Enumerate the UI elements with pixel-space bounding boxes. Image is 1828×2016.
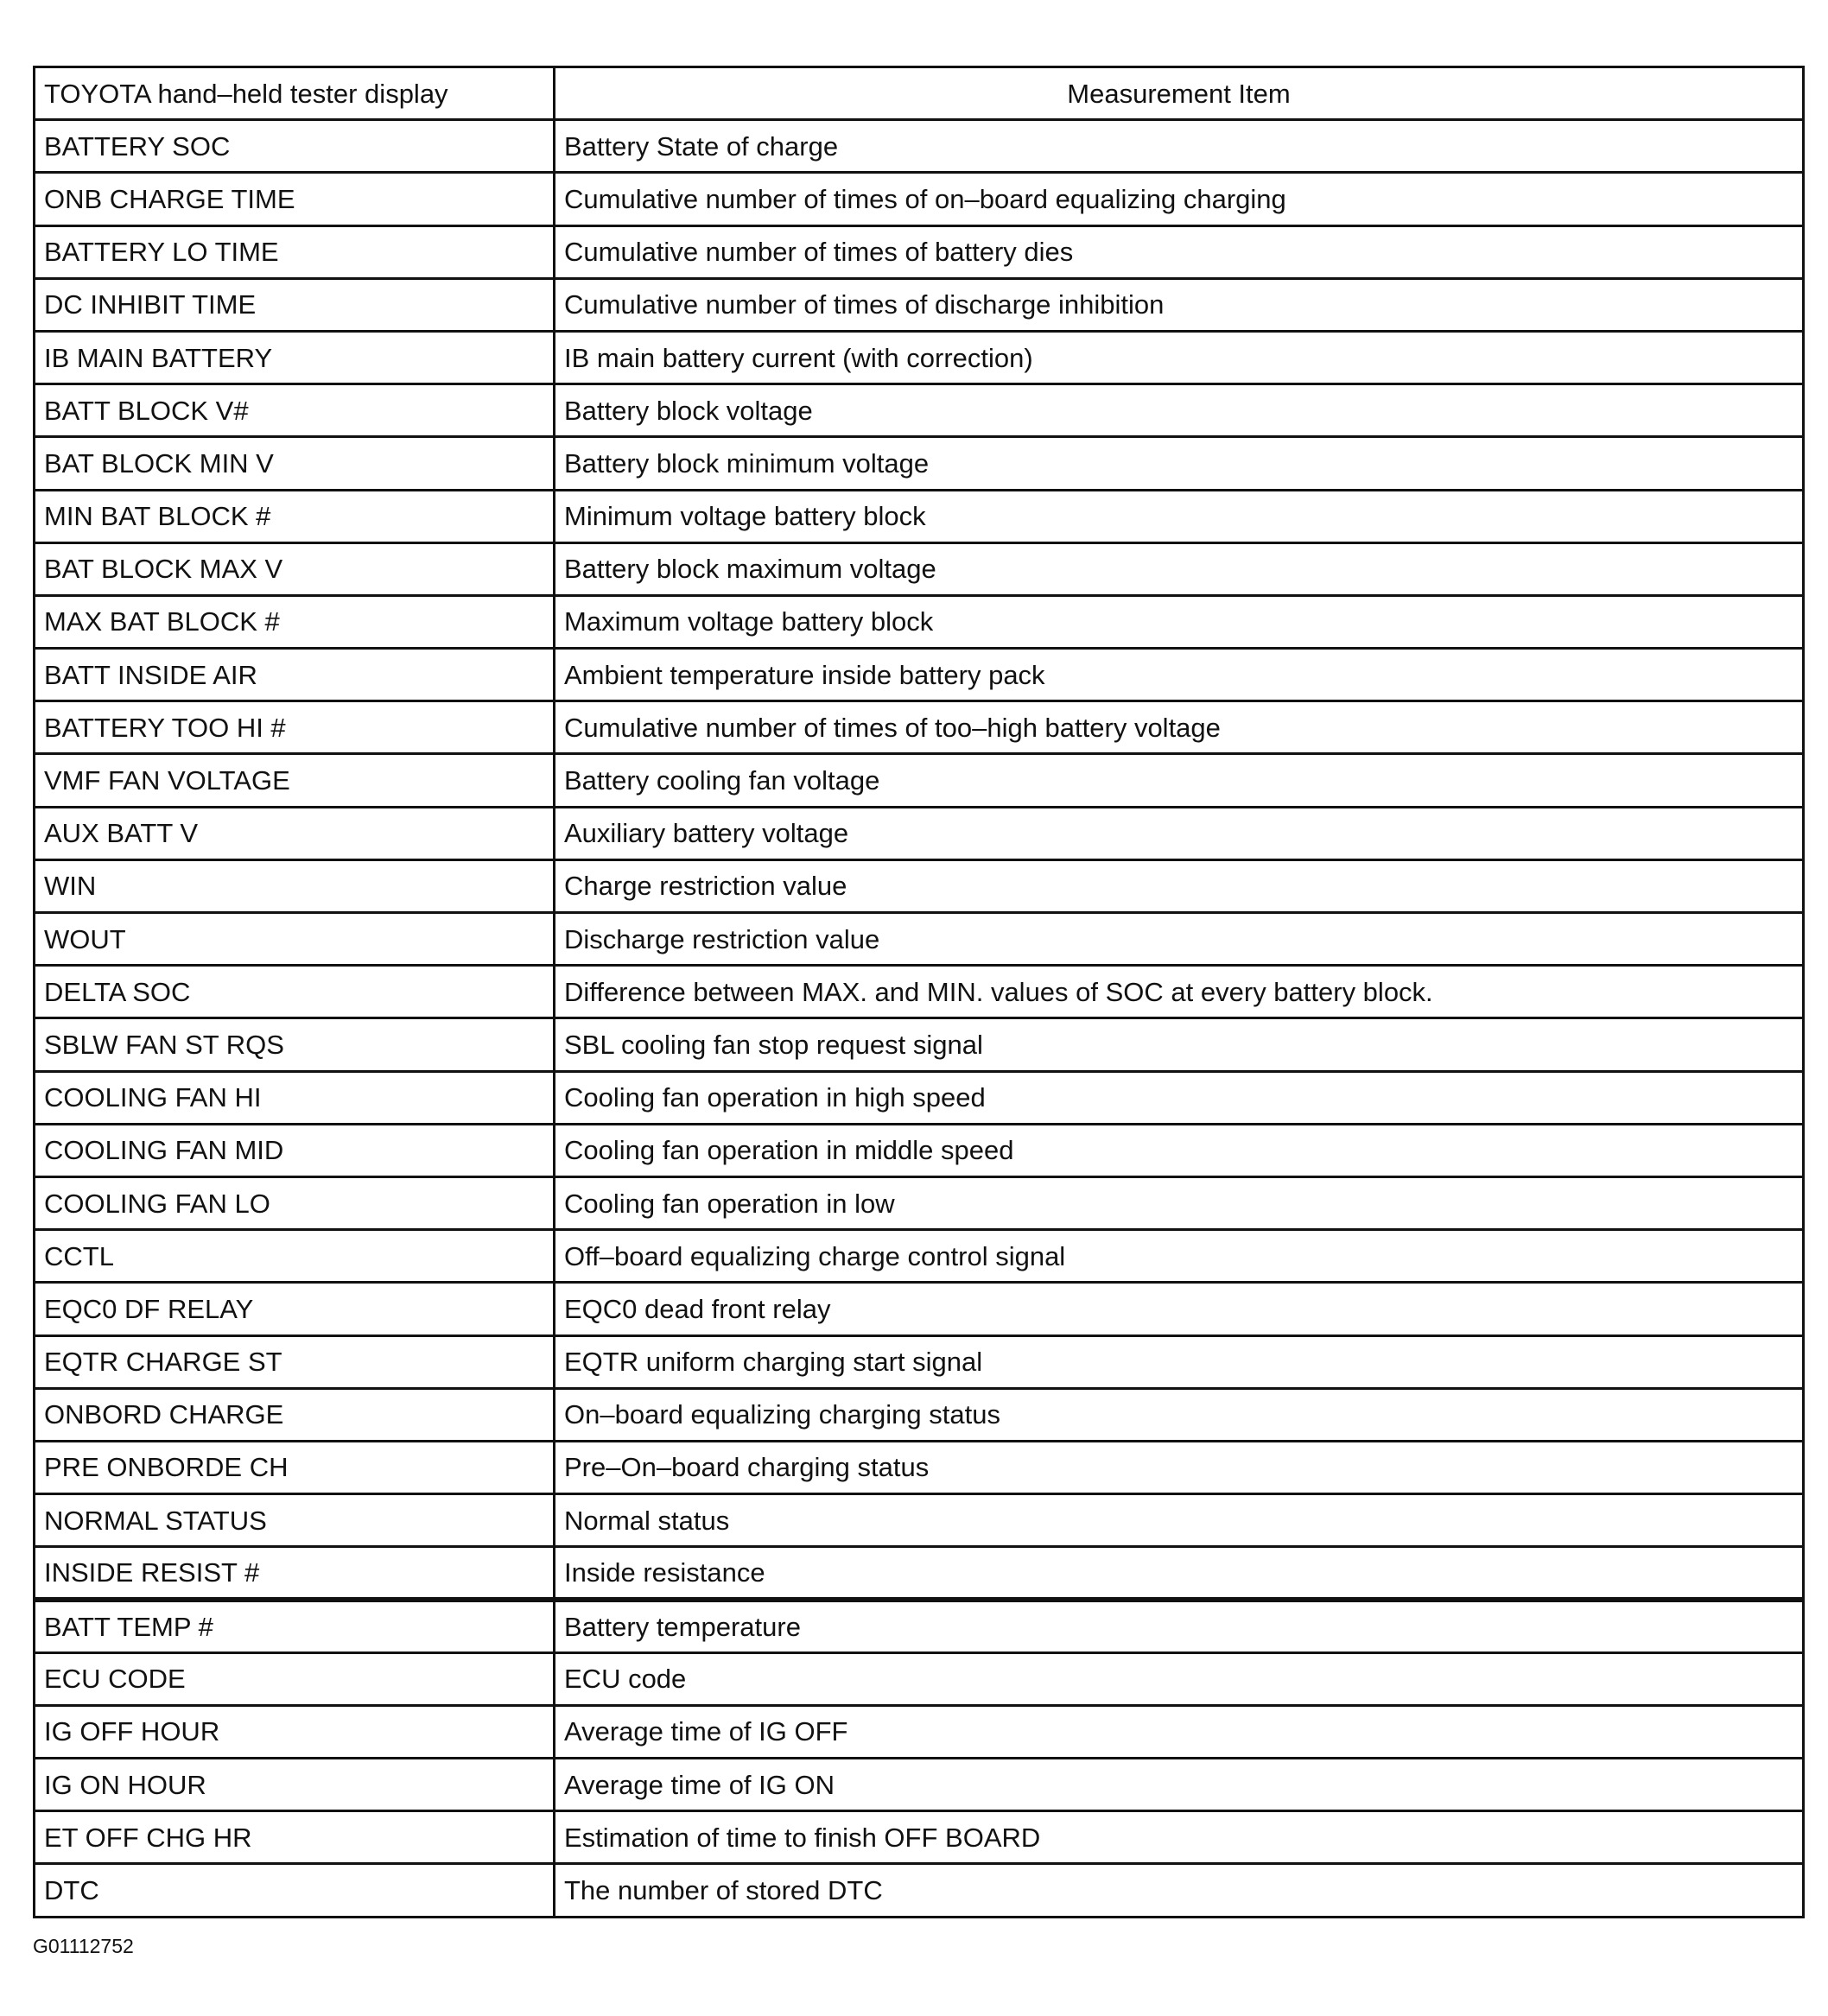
item-cell: Pre–On–board charging status <box>555 1441 1804 1493</box>
table-row <box>35 1230 1804 1283</box>
item-cell: EQC0 dead front relay <box>555 1283 1804 1335</box>
table-row <box>35 331 1804 384</box>
table-row <box>35 225 1804 278</box>
item-cell: Discharge restriction value <box>555 913 1804 966</box>
table-row <box>35 384 1804 437</box>
display-cell: INSIDE RESIST # <box>35 1547 555 1600</box>
item-cell: Minimum voltage battery block <box>555 490 1804 542</box>
item-cell: On–board equalizing charging status <box>555 1388 1804 1441</box>
table-header-row <box>35 67 1804 120</box>
display-cell: SBLW FAN ST RQS <box>35 1018 555 1071</box>
table-row <box>35 1864 1804 1917</box>
table-row <box>35 649 1804 701</box>
table-row <box>35 1652 1804 1705</box>
table-row <box>35 1071 1804 1124</box>
display-cell: WOUT <box>35 913 555 966</box>
table-body <box>35 120 1804 1917</box>
display-cell: ET OFF CHG HR <box>35 1811 555 1864</box>
display-cell: ONB CHARGE TIME <box>35 173 555 225</box>
table-row <box>35 595 1804 648</box>
display-cell: VMF FAN VOLTAGE <box>35 754 555 807</box>
item-cell: EQTR uniform charging start signal <box>555 1335 1804 1388</box>
display-cell: BATT INSIDE AIR <box>35 649 555 701</box>
table-row <box>35 1705 1804 1758</box>
display-cell: BATTERY TOO HI # <box>35 701 555 754</box>
table-row <box>35 966 1804 1018</box>
table-row <box>35 754 1804 807</box>
item-cell: Cooling fan operation in high speed <box>555 1071 1804 1124</box>
display-cell: BATT BLOCK V# <box>35 384 555 437</box>
table-row <box>35 173 1804 225</box>
display-cell: IB MAIN BATTERY <box>35 331 555 384</box>
display-cell: CCTL <box>35 1230 555 1283</box>
display-cell: BAT BLOCK MIN V <box>35 437 555 490</box>
item-cell: Cumulative number of times of discharge inhibition <box>555 278 1804 331</box>
display-cell: WIN <box>35 859 555 912</box>
display-cell: NORMAL STATUS <box>35 1494 555 1547</box>
header-item-cell: Measurement Item <box>555 67 1804 120</box>
item-cell: Cooling fan operation in low <box>555 1176 1804 1229</box>
table-row <box>35 1494 1804 1547</box>
measurement-table <box>33 66 1805 1918</box>
display-cell: COOLING FAN HI <box>35 1071 555 1124</box>
display-cell: EQTR CHARGE ST <box>35 1335 555 1388</box>
display-cell: EQC0 DF RELAY <box>35 1283 555 1335</box>
display-cell: DC INHIBIT TIME <box>35 278 555 331</box>
table-row <box>35 1600 1804 1652</box>
item-cell: The number of stored DTC <box>555 1864 1804 1917</box>
item-cell: Ambient temperature inside battery pack <box>555 649 1804 701</box>
display-cell: DELTA SOC <box>35 966 555 1018</box>
table-row <box>35 278 1804 331</box>
item-cell: IB main battery current (with correction) <box>555 331 1804 384</box>
table-row <box>35 807 1804 859</box>
display-cell: BATT TEMP # <box>35 1600 555 1652</box>
item-cell: Normal status <box>555 1494 1804 1547</box>
display-cell: COOLING FAN LO <box>35 1176 555 1229</box>
table-row <box>35 1811 1804 1864</box>
display-cell: ECU CODE <box>35 1652 555 1705</box>
item-cell: Battery temperature <box>555 1600 1804 1652</box>
item-cell: Auxiliary battery voltage <box>555 807 1804 859</box>
table-row <box>35 437 1804 490</box>
item-cell: SBL cooling fan stop request signal <box>555 1018 1804 1071</box>
figure-id: G01112752 <box>33 1935 134 1957</box>
item-cell: Cumulative number of times of battery dies <box>555 225 1804 278</box>
table-row <box>35 1441 1804 1493</box>
table-row <box>35 1335 1804 1388</box>
table-row <box>35 542 1804 595</box>
display-cell: PRE ONBORDE CH <box>35 1441 555 1493</box>
item-cell: Cumulative number of times of too–high battery voltage <box>555 701 1804 754</box>
display-cell: MIN BAT BLOCK # <box>35 490 555 542</box>
item-cell: Average time of IG ON <box>555 1759 1804 1811</box>
table-row <box>35 120 1804 173</box>
table-row <box>35 490 1804 542</box>
table-row <box>35 1759 1804 1811</box>
display-cell: BATTERY LO TIME <box>35 225 555 278</box>
table-row <box>35 1124 1804 1176</box>
item-cell: Cooling fan operation in middle speed <box>555 1124 1804 1176</box>
item-cell: Battery block voltage <box>555 384 1804 437</box>
item-cell: Maximum voltage battery block <box>555 595 1804 648</box>
display-cell: AUX BATT V <box>35 807 555 859</box>
item-cell: ECU code <box>555 1652 1804 1705</box>
table-row <box>35 701 1804 754</box>
display-cell: BATTERY SOC <box>35 120 555 173</box>
table-row <box>35 1283 1804 1335</box>
item-cell: Battery State of charge <box>555 120 1804 173</box>
item-cell: Estimation of time to finish OFF BOARD <box>555 1811 1804 1864</box>
display-cell: MAX BAT BLOCK # <box>35 595 555 648</box>
table-row <box>35 1018 1804 1071</box>
table-row <box>35 1388 1804 1441</box>
display-cell: BAT BLOCK MAX V <box>35 542 555 595</box>
table-row <box>35 1547 1804 1600</box>
display-cell: COOLING FAN MID <box>35 1124 555 1176</box>
table-row <box>35 1176 1804 1229</box>
item-cell: Battery cooling fan voltage <box>555 754 1804 807</box>
item-cell: Difference between MAX. and MIN. values of SOC at every battery block. <box>555 966 1804 1018</box>
table-row <box>35 859 1804 912</box>
item-cell: Battery block minimum voltage <box>555 437 1804 490</box>
item-cell: Average time of IG OFF <box>555 1705 1804 1758</box>
display-cell: IG ON HOUR <box>35 1759 555 1811</box>
item-cell: Off–board equalizing charge control signal <box>555 1230 1804 1283</box>
item-cell: Battery block maximum voltage <box>555 542 1804 595</box>
item-cell: Inside resistance <box>555 1547 1804 1600</box>
item-cell: Cumulative number of times of on–board equalizing charging <box>555 173 1804 225</box>
display-cell: IG OFF HOUR <box>35 1705 555 1758</box>
header-display-cell: TOYOTA hand–held tester display <box>35 67 555 120</box>
display-cell: DTC <box>35 1864 555 1917</box>
table-row <box>35 913 1804 966</box>
display-cell: ONBORD CHARGE <box>35 1388 555 1441</box>
item-cell: Charge restriction value <box>555 859 1804 912</box>
